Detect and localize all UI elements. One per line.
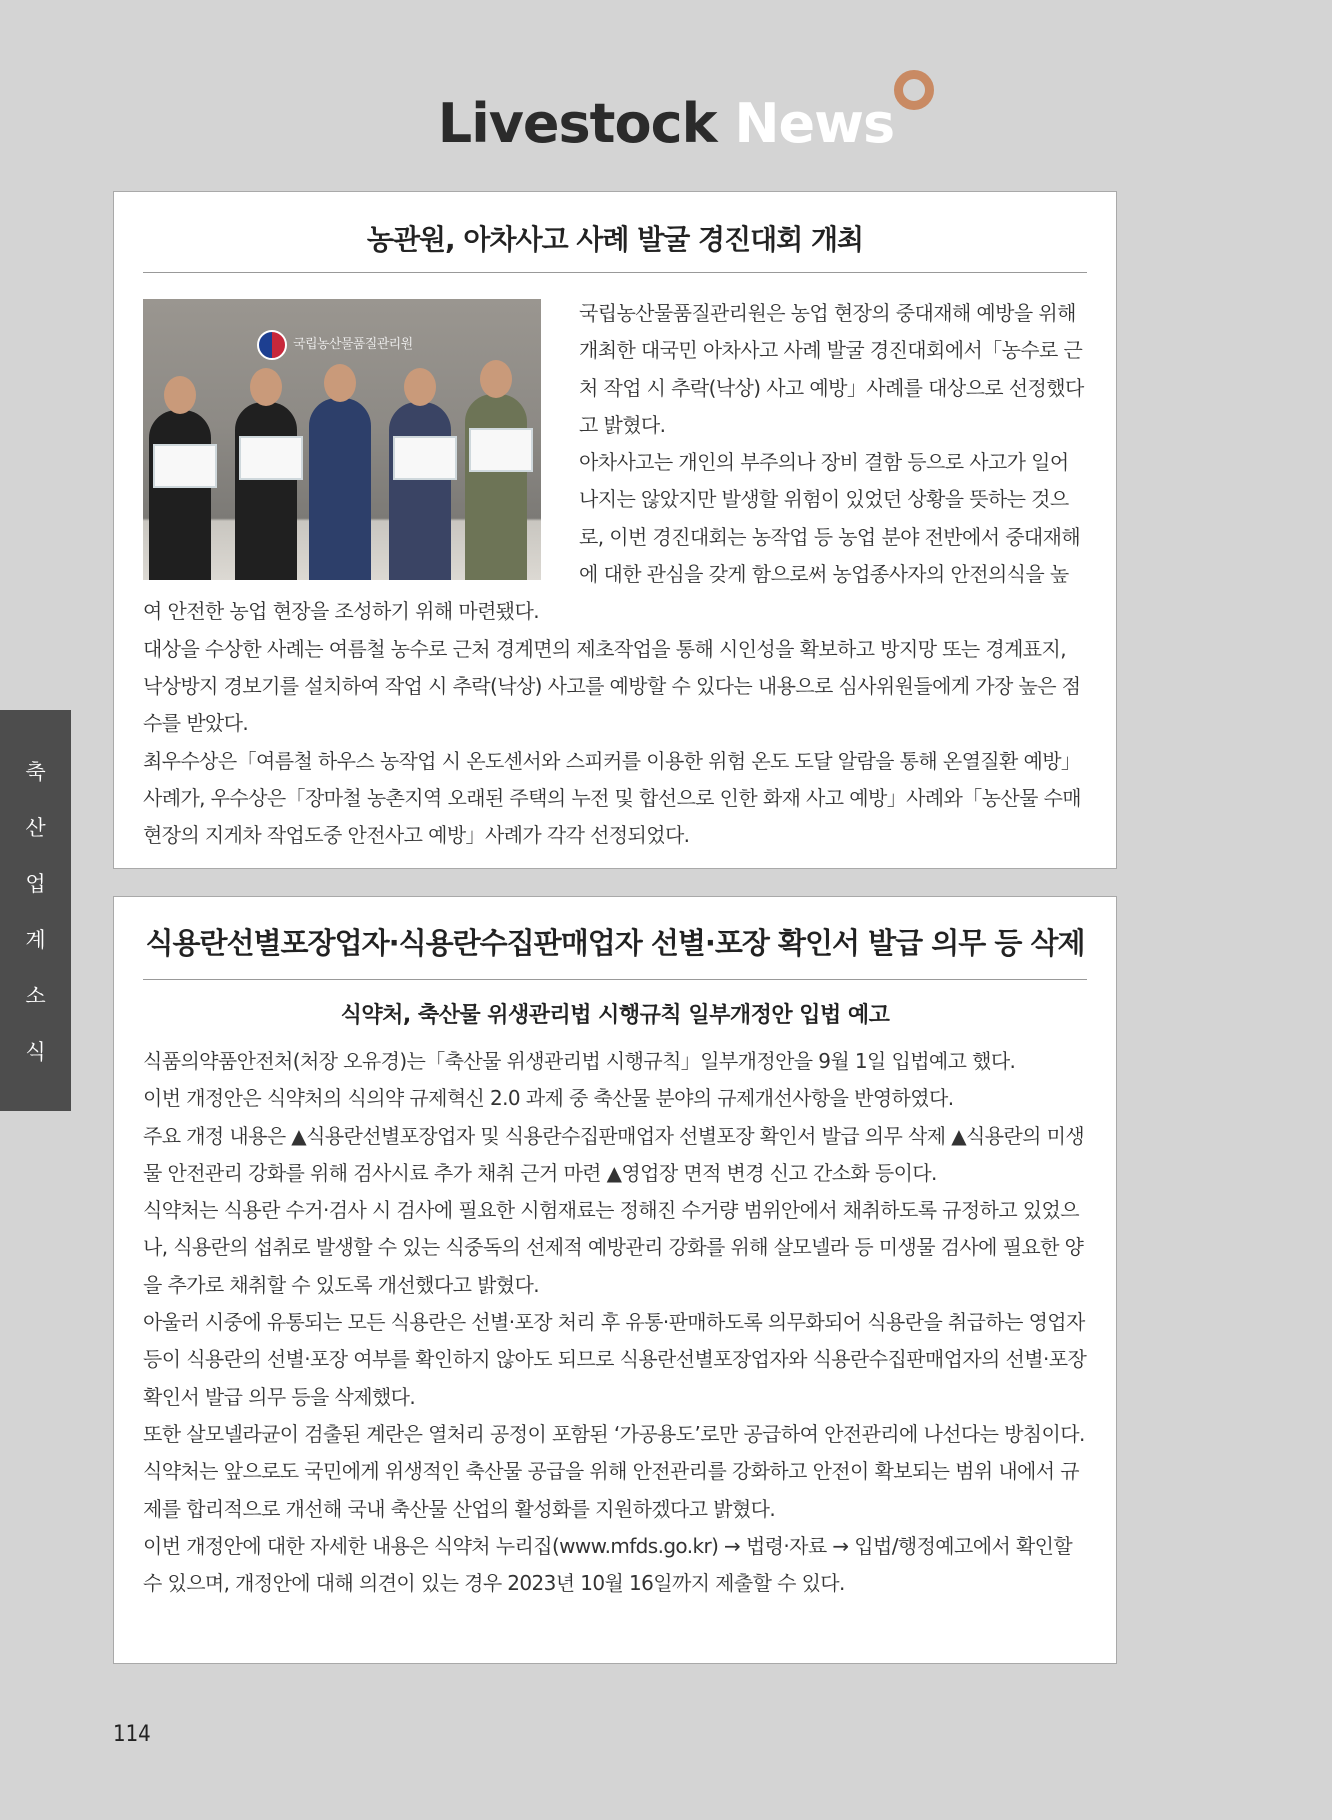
side-tab-char: 식 bbox=[25, 1040, 46, 1064]
person-3 bbox=[309, 398, 371, 580]
side-tab-char: 축 bbox=[25, 760, 46, 784]
section-side-tab bbox=[0, 710, 71, 1111]
article-2-paragraph: 식품의약품안전처(처장 오유경)는「축산물 위생관리법 시행규칙」일부개정안을 9월 1일 입법예고 했다. bbox=[143, 1049, 1016, 1073]
article-2-paragraph: 식약처는 앞으로도 국민에게 위생적인 축산물 공급을 위해 안전관리를 강화하고 안전이 확보되는 범위 내에서 규제를 합리적으로 개선해 국내 축산물 산업의 활성화를 지원하겠다고 밝혔다. bbox=[143, 1459, 1079, 1521]
article-2-paragraph: 식약처는 식용란 수거·검사 시 검사에 필요한 시험재료는 정해진 수거량 범위안에서 채취하도록 규정하고 있었으나, 식용란의 섭취로 발생할 수 있는 식중독의 선제적 예방관리 강화를 위해 살모넬라 등 미생물 검사에 필요한 양을 추가로 채취할 수 있도록 개선했다고 밝혔다. bbox=[143, 1198, 1084, 1297]
article-2-paragraph: 이번 개정안은 식약처의 식의약 규제혁신 2.0 과제 중 축산물 분야의 규제개선사항을 반영하였다. bbox=[143, 1086, 954, 1111]
article-1-headline: 농관원, 아차사고 사례 발굴 경진대회 개최 bbox=[143, 192, 1087, 273]
government-emblem-icon bbox=[257, 330, 287, 360]
photo-sign: 국립농산물품질관리원 bbox=[257, 329, 437, 361]
article-2-paragraph: 이번 개정안에 대한 자세한 내용은 식약처 누리집(www.mfds.go.kr) → 법령·자료 → 입법/행정예고에서 확인할 수 있으며, 개정안에 대해 의견이 있는 경우 2023년 10월 16일까지 제출할 수 있다. bbox=[143, 1533, 1073, 1596]
article-1-paragraph: 대상을 수상한 사례는 여름철 농수로 근처 경계면의 제초작업을 통해 시인성을 확보하고 방지망 또는 경계표지, 낙상방지 경보기를 설치하여 작업 시 추락(낙상) 사고를 예방할 수 있다는 내용으로 심사위원들에게 가장 높은 점수를 받았다. bbox=[143, 636, 1081, 736]
masthead-news: News bbox=[734, 92, 895, 155]
masthead-livestock: Livestock bbox=[437, 92, 717, 155]
article-1-paragraph: 국립농산물품질관리원은 농업 현장의 중대재해 예방을 위해 개최한 대국민 아차사고 사례 발굴 경진대회에서「농수로 근처 작업 시 추락(낙상) 사고 예방」사례를 대상으로 선정했다고 밝혔다. bbox=[579, 301, 1084, 437]
page-number: 114 bbox=[113, 1722, 151, 1747]
person-2 bbox=[235, 402, 297, 580]
side-tab-char: 소 bbox=[25, 984, 46, 1008]
ring-icon bbox=[894, 70, 934, 110]
person-5 bbox=[465, 394, 527, 580]
article-2 bbox=[113, 896, 1117, 1664]
award-photo bbox=[143, 299, 541, 580]
person-1 bbox=[149, 410, 211, 580]
article-2-headline: 식용란선별포장업자·식용란수집판매업자 선별·포장 확인서 발급 의무 등 삭제 bbox=[143, 897, 1087, 980]
article-1-paragraph: 최우수상은「여름철 하우스 농작업 시 온도센서와 스피커를 이용한 위험 온도 도달 알람을 통해 온열질환 예방」사례가, 우수상은「장마철 농촌지역 오래된 주택의 누전 및 합선으로 인한 화재 사고 예방」사례와「농산물 수매현장의 지게차 작업도중 안전사고 예방」사례가 각각 선정되었다. bbox=[143, 748, 1082, 848]
article-1 bbox=[113, 191, 1117, 869]
side-tab-char: 계 bbox=[25, 928, 46, 952]
side-tab-char: 산 bbox=[25, 816, 46, 840]
side-tab-char: 업 bbox=[25, 872, 46, 896]
article-2-subheadline: 식약처, 축산물 위생관리법 시행규칙 일부개정안 입법 예고 bbox=[340, 1003, 890, 1028]
person-4 bbox=[389, 402, 451, 580]
article-1-paragraph: 아차사고는 개인의 부주의나 장비 결함 등으로 사고가 일어나지는 않았지만 발생할 위험이 있었던 상황을 뜻하는 것으로, 이번 경진대회는 농작업 등 농업 분야 전반에서 중대재해에 대한 관심을 갖게 함으로써 농업종사자의 안전의식을 높여 안전한 농업 현장을 조성하기 위해 마련됐다. bbox=[143, 450, 1081, 624]
article-2-paragraph: 또한 살모넬라균이 검출된 계란은 열처리 공정이 포함된 ‘가공용도’로만 공급하여 안전관리에 나선다는 방침이다. bbox=[143, 1421, 1085, 1446]
article-2-paragraph: 주요 개정 내용은 ▲식용란선별포장업자 및 식용란수집판매업자 선별포장 확인서 발급 의무 삭제 ▲식용란의 미생물 안전관리 강화를 위해 검사시료 추가 채취 근거 마련 ▲영업장 면적 변경 신고 간소화 등이다. bbox=[143, 1123, 1085, 1185]
masthead bbox=[0, 92, 1332, 155]
article-2-paragraph: 아울러 시중에 유통되는 모든 식용란은 선별·포장 처리 후 유통·판매하도록 의무화되어 식용란을 취급하는 영업자 등이 식용란의 선별·포장 여부를 확인하지 않아도 되므로 식용란선별포장업자와 식용란수집판매업자의 선별·포장 확인서 발급 의무 등을 삭제했다. bbox=[143, 1310, 1087, 1409]
